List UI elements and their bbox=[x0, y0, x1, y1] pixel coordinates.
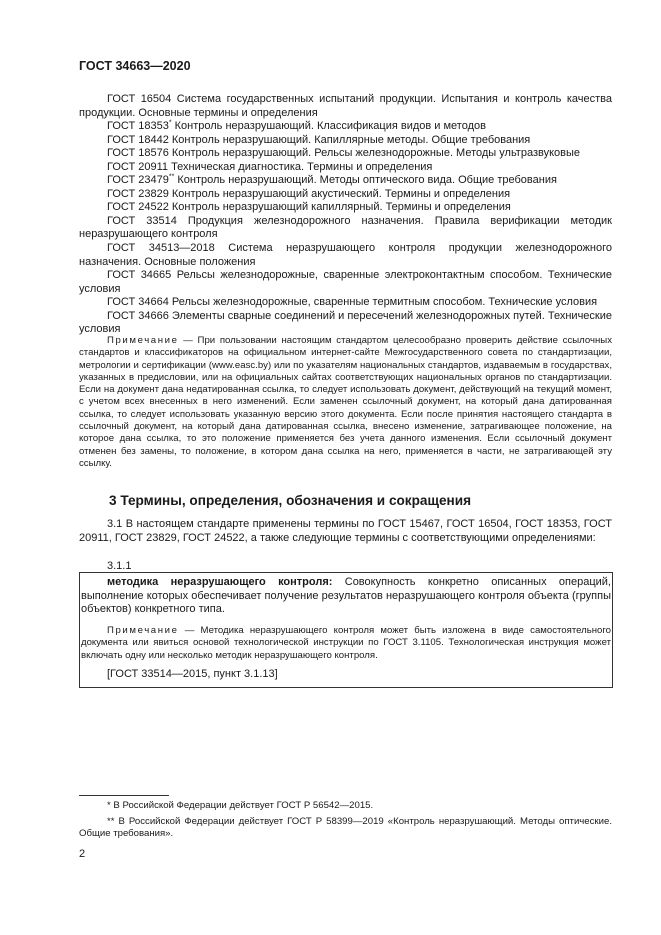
note-label: Примечание bbox=[107, 335, 179, 346]
note-text: — При пользовании настоящим стандартом целесообразно проверить действие ссылочных стандартов и классификаторов на официальном интернет-сайте Межгосударственного совета по стандартизации, метрологии и сертификации (www.easc.by) или по указателям национальных стандартов, издаваемым в государствах, указанных в предисловии, или на официальных сайтах соответствующих национальных органов по стандартизации. Если на документ дана недатированная ссылка, то следует использовать документ, действующий на текущий момент, с учетом всех внесенных в него изменений. Если заменен ссылочный документ, на который дана датированная ссылка, то следует использовать указанную версию этого документа. Если после принятия настоящего стандарта в ссылочный документ, на который дана датированная ссылка, внесено изменение, затрагивающее положение, на которое дана ссылка, то это положение применяется без учета данного изменения. Если ссылочный документ отменен без замены, то положение, в котором дана ссылка на него, применяется в части, не затрагивающей эту ссылку. bbox=[79, 335, 612, 469]
reference-item: ГОСТ 23829 Контроль неразрушающий акустический. Термины и определения bbox=[107, 187, 511, 200]
reference-item: ГОСТ 34665 Рельсы железнодорожные, сваренные электроконтактным способом. Технические условия bbox=[79, 269, 612, 295]
normative-references-list bbox=[79, 93, 612, 337]
term-source: [ГОСТ 33514—2015, пункт 3.1.13] bbox=[107, 668, 278, 680]
footnote: ** В Российской Федерации действует ГОСТ Р 58399—2019 «Контроль неразрушающий. Методы оптические. Общие требования». bbox=[79, 816, 612, 840]
footnote-mark: * bbox=[168, 119, 172, 127]
reference-item: ГОСТ 20911 Техническая диагностика. Термины и определения bbox=[107, 160, 433, 173]
reference-item: ГОСТ 33514 Продукция железнодорожного назначения. Правила верификации методик неразрушающего контроля bbox=[79, 214, 612, 241]
footnote-mark: * bbox=[107, 800, 111, 811]
term-number: 3.1.1 bbox=[107, 560, 132, 572]
clause-3-1: 3.1 В настоящем стандарте применены термины по ГОСТ 15467, ГОСТ 16504, ГОСТ 18353, ГОСТ 20911, ГОСТ 23829, ГОСТ 24522, а также следующие термины с соответствующими определениями: bbox=[79, 518, 612, 544]
reference-item: ГОСТ 34664 Рельсы железнодорожные, сваренные термитным способом. Технические условия bbox=[107, 296, 598, 309]
term-note bbox=[81, 625, 611, 662]
doc-header: ГОСТ 34663—2020 bbox=[79, 59, 191, 73]
footnote-mark: ** bbox=[168, 173, 175, 181]
reference-item: ГОСТ 34666 Элементы сварные соединений и пересечений железнодорожных путей. Технические условия bbox=[79, 309, 612, 336]
footnote-mark: ** bbox=[107, 816, 115, 827]
term-name: методика неразрушающего контроля: bbox=[107, 576, 333, 588]
reference-item: ГОСТ 23479** Контроль неразрушающий. Методы оптического вида. Общие требования bbox=[107, 173, 557, 187]
references-note bbox=[79, 335, 612, 470]
page-number: 2 bbox=[79, 848, 86, 860]
reference-item: ГОСТ 24522 Контроль неразрушающий капиллярный. Термины и определения bbox=[107, 201, 511, 214]
term-definition bbox=[81, 576, 611, 617]
note-text: — Методика неразрушающего контроля может быть изложена в виде самостоятельного документа или явиться основой технологической инструкции по ГОСТ 3.1105. Технологическая инструкция может включать одну или несколько методик неразрушающего контроля. bbox=[81, 625, 611, 661]
reference-item: ГОСТ 34513—2018 Система неразрушающего контроля продукции железнодорожного назначения. Основные положения bbox=[79, 242, 612, 268]
reference-item: ГОСТ 16504 Система государственных испытаний продукции. Испытания и контроль качества продукции. Основные термины и определения bbox=[79, 93, 612, 119]
footnote-separator bbox=[79, 795, 169, 796]
definition-text: Совокупность конкретно описанных операций, выполнение которых обеспечивает получение результатов неразрушающего контроля объекта (группы объектов) конкретного типа. bbox=[81, 576, 611, 616]
note-label: Примечание bbox=[107, 625, 179, 636]
reference-item: ГОСТ 18353* Контроль неразрушающий. Классификация видов и методов bbox=[107, 119, 486, 133]
footnote: * В Российской Федерации действует ГОСТ Р 56542—2015. bbox=[107, 800, 374, 811]
reference-item: ГОСТ 18576 Контроль неразрушающий. Рельсы железнодорожные. Методы ультразвуковые bbox=[107, 147, 581, 160]
section-title: 3 Термины, определения, обозначения и сокращения bbox=[109, 493, 472, 508]
reference-item: ГОСТ 18442 Контроль неразрушающий. Капиллярные методы. Общие требования bbox=[107, 133, 531, 146]
